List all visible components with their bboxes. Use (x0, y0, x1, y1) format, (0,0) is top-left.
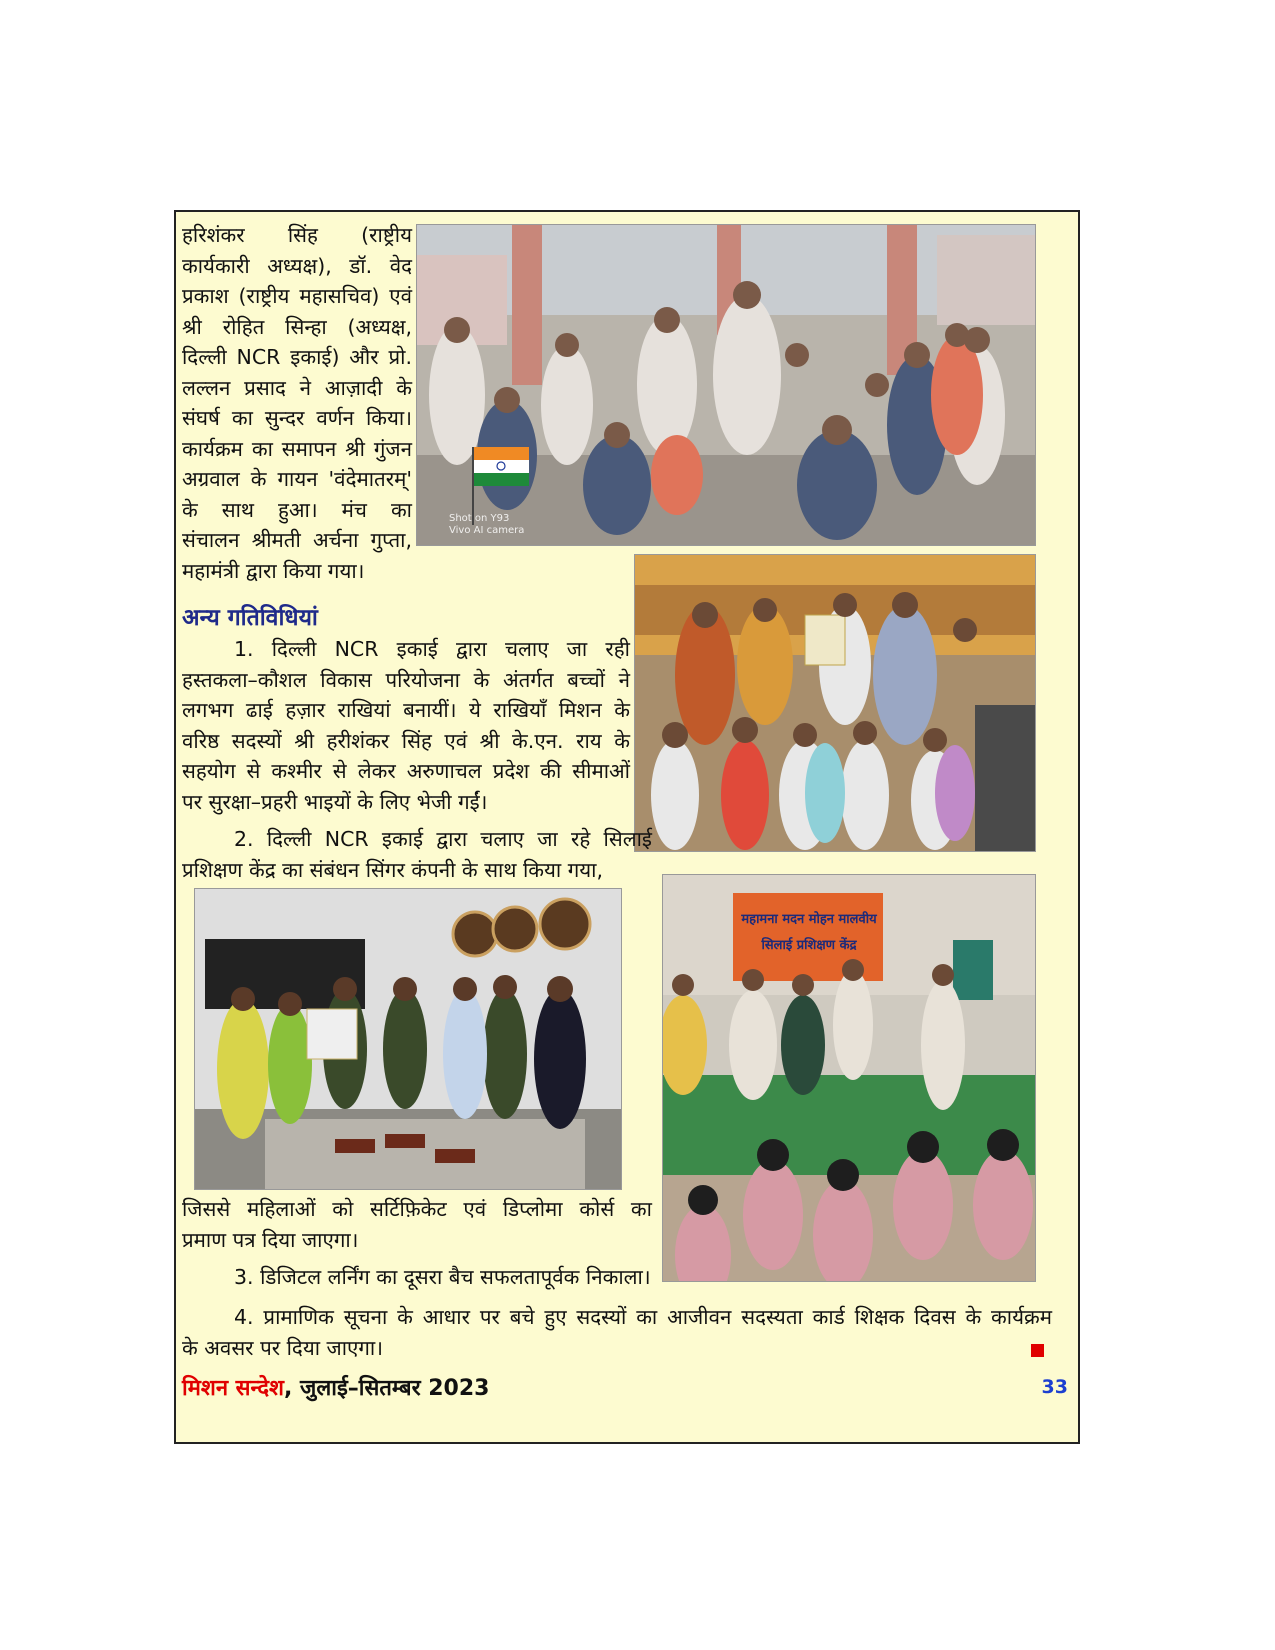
text-line: लल्लन प्रसाद ने आज़ादी के (182, 375, 412, 400)
item-1-text (182, 634, 630, 817)
section-heading: अन्य गतिविधियां (182, 605, 318, 631)
camera-watermark-line2: Vivo AI camera (449, 525, 525, 536)
page-frame (174, 210, 1080, 1444)
issue-date: , जुलाई–सितम्बर 2023 (284, 1376, 490, 1401)
text-line: प्रमाण पत्र दिया जाएगा। (182, 1227, 359, 1252)
camera-watermark-line1: Shot on Y93 (449, 513, 510, 524)
text-line: के साथ हुआ। मंच का (182, 497, 412, 522)
item-3 (182, 1262, 662, 1293)
banner-text-1: महामना मदन मोहन मालवीय (741, 912, 877, 927)
text-line: वरिष्ठ सदस्यों श्री हरीशंकर सिंह एवं श्री के.एन. राय के (182, 728, 630, 753)
page-number: 33 (1041, 1376, 1068, 1398)
text-line: अग्रवाल के गायन 'वंदेमातरम्' (182, 467, 412, 491)
text-line: जिससे महिलाओं को सर्टिफ़िकेट एवं डिप्लोमा कोर्स का (182, 1197, 652, 1221)
text-line: कार्यकारी अध्यक्ष), डॉ. वेद (182, 253, 412, 278)
banner-text-2: सिलाई प्रशिक्षण केंद्र (761, 938, 857, 953)
text-line: श्री रोहित सिन्हा (अध्यक्ष, (182, 314, 412, 339)
item-4 (182, 1302, 1052, 1363)
item-2-top-text (182, 824, 652, 885)
photo-independence-day-group (416, 224, 1036, 546)
item-2-top (182, 824, 652, 885)
item-3-text: 3. डिजिटल लर्निंग का दूसरा बैच सफलतापूर्वक निकाला। (234, 1265, 651, 1289)
text-line: प्रशिक्षण केंद्र का संबंधन सिंगर कंपनी के साथ किया गया, (182, 857, 604, 882)
text-line: लगभग ढाई हज़ार राखियां बनायीं। ये राखियाँ मिशन के (182, 698, 630, 722)
photo-army-handover-image (195, 889, 622, 1190)
photo-independence-day-group-image (417, 225, 1036, 546)
section-heading-wrap (182, 600, 318, 632)
intro-text (182, 220, 412, 586)
text-line: संघर्ष का सुन्दर वर्णन किया। (182, 406, 412, 430)
item-1 (182, 634, 630, 817)
text-line: महामंत्री द्वारा किया गया। (182, 558, 365, 583)
end-mark (1031, 1344, 1044, 1357)
item-2-bottom (182, 1194, 652, 1255)
text-line: 4. प्रामाणिक सूचना के आधार पर बचे हुए सदस्यों का आजीवन सदस्यता कार्ड शिक्षक दिवस के कार्यक्रम (234, 1305, 1052, 1329)
text-line: 1. दिल्ली NCR इकाई द्वारा चलाए जा रही (234, 637, 630, 661)
text-line: सहयोग से कश्मीर से लेकर अरुणाचल प्रदेश की सीमाओं (182, 759, 630, 783)
photo-army-handover (194, 888, 622, 1190)
footer-publication (182, 1372, 489, 1402)
photo-sewing-center (662, 874, 1036, 1282)
text-line: दिल्ली NCR इकाई) और प्रो. (182, 345, 412, 369)
item-2-bottom-text (182, 1194, 652, 1255)
text-line: हरिशंकर सिंह (राष्ट्रीय (182, 223, 412, 247)
text-line: प्रकाश (राष्ट्रीय महासचिव) एवं (182, 284, 412, 308)
item-4-text (182, 1302, 1052, 1363)
text-line: 2. दिल्ली NCR इकाई द्वारा चलाए जा रहे सिलाई (234, 827, 652, 851)
text-line: हस्तकला–कौशल विकास परियोजना के अंतर्गत बच्चों ने (182, 667, 630, 692)
text-line: के अवसर पर दिया जाएगा। (182, 1335, 384, 1360)
photo-rakhi-handover-image (635, 555, 1036, 852)
text-line: पर सुरक्षा–प्रहरी भाइयों के लिए भेजी गईं। (182, 789, 488, 814)
text-line: कार्यक्रम का समापन श्री गुंजन (182, 436, 412, 461)
text-line: संचालन श्रीमती अर्चना गुप्ता, (182, 528, 412, 552)
magazine-name: मिशन सन्देश (182, 1376, 284, 1401)
intro-column (182, 220, 412, 586)
photo-rakhi-handover (634, 554, 1036, 852)
